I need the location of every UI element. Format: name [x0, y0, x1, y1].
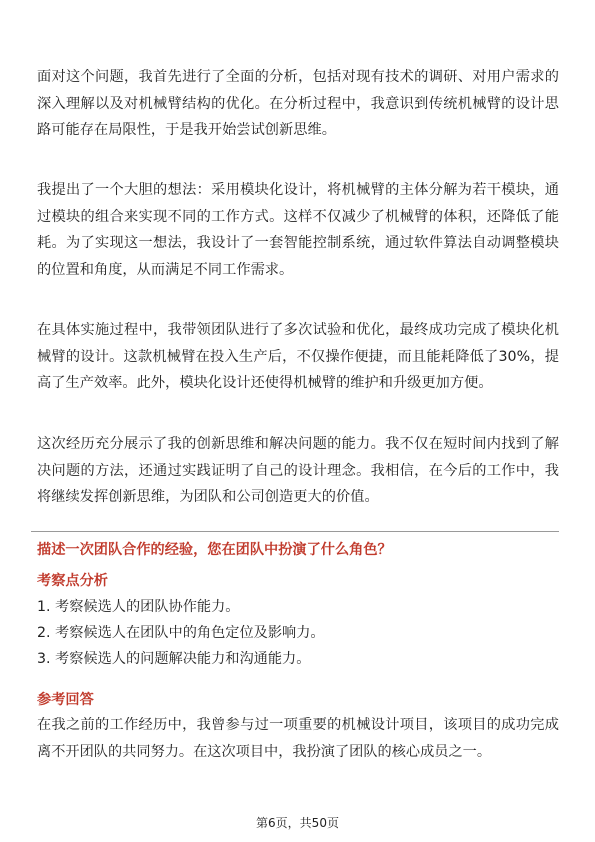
analysis-heading: 考察点分析 [37, 573, 108, 589]
body-paragraph-3: 在具体实施过程中，我带领团队进行了多次试验和优化，最终成功完成了模块化机械臂的设计。这款机械臂在投入生产后，不仅操作便捷，而且能耗降低了30%，提高了生产效率。此外，模块化设计还使得机械臂的维护和升级更加方便。 [37, 322, 559, 391]
reference-answer: 在我之前的工作经历中，我曾参与过一项重要的机械设计项目，该项目的成功完成离不开团队的共同努力。在这次项目中，我扮演了团队的核心成员之一。 [37, 717, 559, 760]
analysis-points-list [37, 594, 325, 672]
body-paragraph-4: 这次经历充分展示了我的创新思维和解决问题的能力。我不仅在短时间内找到了解决问题的方法，还通过实践证明了自己的设计理念。我相信，在今后的工作中，我将继续发挥创新思维，为团队和公司创造更大的价值。 [37, 436, 559, 505]
page-number: 第6页，共50页 [256, 816, 339, 830]
body-paragraph-2: 我提出了一个大胆的想法：采用模块化设计，将机械臂的主体分解为若干模块，通过模块的组合来实现不同的工作方式。这样不仅减少了机械臂的体积，还降低了能耗。为了实现这一想法，我设计了一套智能控制系统，通过软件算法自动调整模块的位置和角度，从而满足不同工作需求。 [37, 182, 559, 278]
reference-heading: 参考回答 [37, 692, 94, 708]
analysis-point: 3. 考察候选人的问题解决能力和沟通能力。 [37, 651, 311, 667]
section-divider [31, 531, 559, 532]
question-heading: 描述一次团队合作的经验，您在团队中扮演了什么角色？ [37, 542, 392, 558]
analysis-point: 2. 考察候选人在团队中的角色定位及影响力。 [37, 625, 325, 641]
analysis-point: 1. 考察候选人的团队协作能力。 [37, 599, 240, 615]
body-paragraph-1: 面对这个问题，我首先进行了全面的分析，包括对现有技术的调研、对用户需求的深入理解以及对机械臂结构的优化。在分析过程中，我意识到传统机械臂的设计思路可能存在局限性，于是我开始尝试创新思维。 [37, 69, 559, 138]
